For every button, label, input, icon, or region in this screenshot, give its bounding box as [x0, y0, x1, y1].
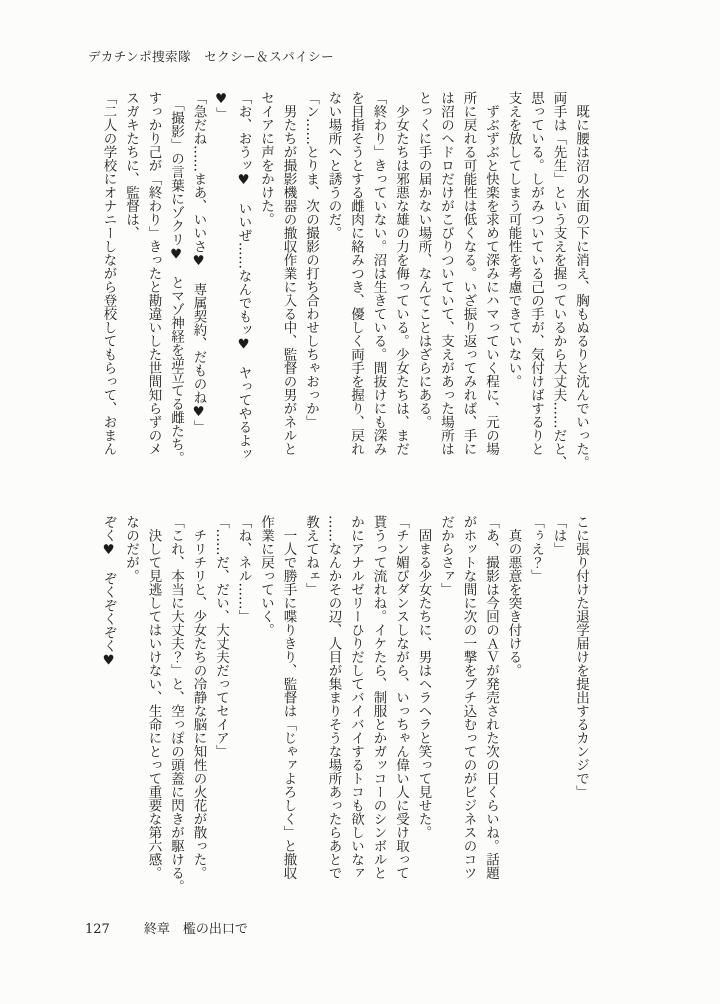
text-column: こに張り付けた退学届けを提出するカンジで」 [573, 515, 589, 799]
text-block-lower [96, 515, 592, 901]
text-column: とっくに手の届かない場所、なんてことはざらにある。 [415, 91, 432, 429]
chapter-title: 終章 檻の出口で [143, 922, 248, 937]
text-column: がホットな間に次の一撃をブチ込むってのがビジネスのコツ [460, 515, 477, 880]
text-column: 「チン媚びダンスしながら、いっちゃん偉い人に受け取って [393, 515, 409, 880]
text-column: スガキたちに、監督は、 [123, 91, 139, 240]
text-column: チリチリと、少女たちの冷静な脳に知性の火花が散った。 [190, 515, 207, 880]
page-number: 127 [85, 922, 110, 937]
text-column: 決して見逃してはいけない、生命にとって重要な第六感。 [145, 515, 162, 880]
text-column: ない場所へと誘うのだ。 [325, 91, 342, 240]
text-column: 男たちが撮影機器の撤収作業に入る中、監督の男がネルと [280, 91, 297, 456]
text-column: 真の悪意を突き付ける。 [505, 515, 522, 677]
text-column: 固まる少女たちに、男はヘラヘラと笑って見せた。 [415, 515, 432, 839]
text-column: 支えを放してしまう可能性を考慮できていない。 [505, 91, 522, 388]
text-column: ♥」 [213, 91, 229, 121]
text-column: 貰うって流れね。イケたら、制服とかガッコーのシンボルと [370, 515, 387, 880]
text-column: ぞく♥ ぞくぞくぞく♥ [100, 515, 117, 669]
text-column: 「ン……とりま、次の撮影の打ち合わせしちゃおっか」 [303, 91, 319, 429]
text-column: 「は」 [550, 515, 567, 556]
text-column: 「あ、撮影は今回のＡＶが発売された次の日くらいね。話題 [483, 515, 499, 880]
text-column: 「お、おうッ♥ いいぜ……なんでもッ♥ ヤってやるよッ [235, 91, 252, 461]
text-column: セイアに声をかけた。 [258, 91, 274, 226]
text-column: 「二人の学校にオナニーしながら登校してもらって、おまん [100, 91, 117, 456]
text-column: 「ね、ネル……」 [235, 515, 252, 623]
text-column: なのだが。 [123, 515, 139, 583]
text-column: 教えてねェ」 [303, 515, 319, 596]
page-footer [85, 918, 248, 937]
text-column: かにアナルゼリーひりだしてバイバイするトコも欲しいなァ [348, 515, 364, 880]
text-column: 「撮影」の言葉にゾクリ♥ とマゾ神経を逆立てる雌たち。 [168, 91, 184, 465]
text-column: 「……だ、だい、大丈夫だってセイア」 [213, 515, 229, 758]
text-column: 一人で勝手に喋りきり、監督は「じゃァよろしく」と撤収 [280, 515, 297, 880]
text-column: 所に戻れる可能性は低くなる。いざ振り返ってみれば、手に [460, 91, 477, 456]
text-column: だからさァ」 [438, 515, 454, 596]
text-column: 少女たちは邪悪な雄の力を侮っている。少女たちは、まだ [393, 91, 409, 456]
text-column: は沼のヘドロだけがこびりついていて、支えがあった場所は [438, 91, 454, 456]
running-head: デカチンポ捜索隊 セクシー＆スパイシー [88, 49, 335, 64]
text-column: 作業に戻っていく。 [258, 515, 274, 637]
text-column: すっかり己が「終わり」きったと勘違いした世間知らずのメ [145, 91, 162, 456]
text-column: 既に腰は沼の水面の下に消え、胸もぬるりと沈んでいった。 [573, 91, 589, 469]
text-column: 両手は「先生」という支えを握っているから大丈夫……だと、 [550, 91, 567, 469]
text-column: 「終わり」きっていない。沼は生きている。間抜けにも深み [370, 91, 387, 456]
text-column: 「これ、本当に大丈夫？」と、空っぽの頭蓋に閃きが駆ける。 [168, 515, 184, 893]
text-column: ……なんかその辺、人目が集まりそうな場所あったらあとで [325, 515, 342, 880]
text-column: 「ぅえ？」 [528, 515, 544, 583]
text-column: 「急だね……まあ、いいさ♥ 専属契約、だものね♥」 [190, 91, 207, 434]
text-column: ずぶずぶと快楽を求めて深みにハマっていく程に、元の場 [483, 91, 499, 456]
text-column: 思っている。しがみついている己の手が、気付けばするりと [528, 91, 544, 456]
text-column: を目指そうとする雌肉に絡みつき、優しく両手を握り、戻れ [348, 91, 364, 456]
text-block-upper [96, 91, 592, 477]
